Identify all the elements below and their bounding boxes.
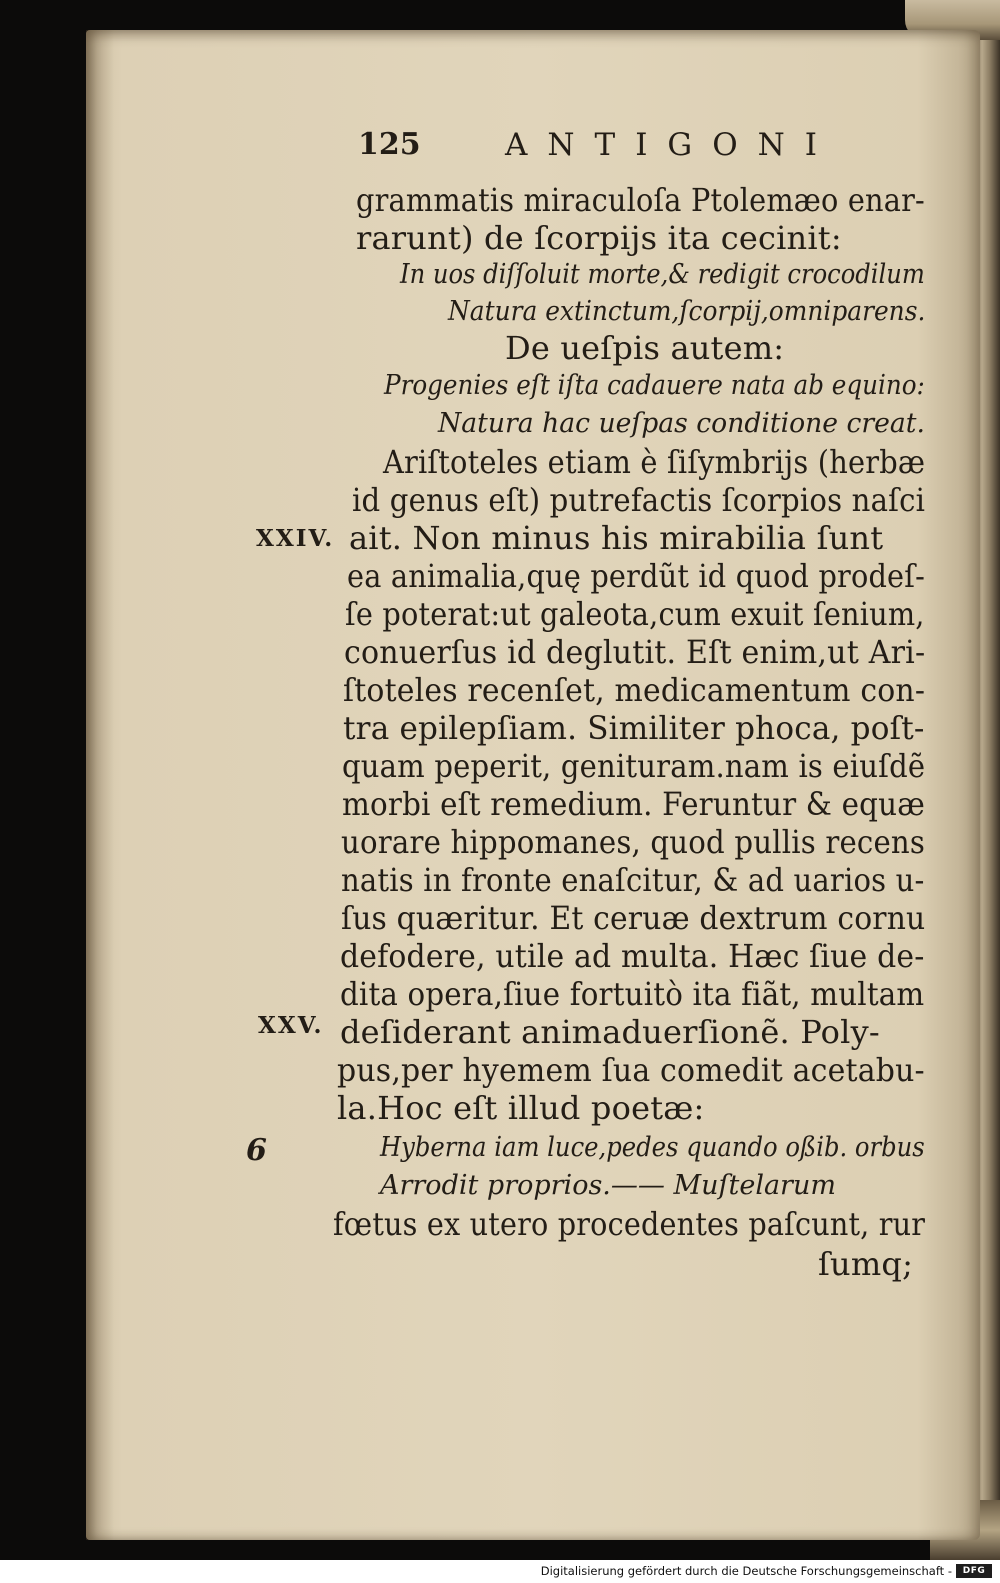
text-line: id genus eſt) putrefactis ſcorpios naſci <box>352 481 926 519</box>
text-line: ſe poterat:ut galeota,cum exuit ſenium, <box>345 595 925 633</box>
verse-line: In uos diſſoluit morte,& redigit crocodilum <box>400 259 925 290</box>
page-gutter-shadow <box>86 30 114 1540</box>
text-line: natis in fronte enaſcitur, & ad uarios u- <box>341 861 925 899</box>
verse-line: Natura extinctum,ſcorpij,omniparens. <box>448 296 926 327</box>
margin-note-xxiv: XXIV. <box>256 525 335 552</box>
text-line: ait. Non minus his mirabilia ſunt <box>349 519 884 557</box>
text-line: dita opera,ſiue fortuitò ita fiãt, multam <box>340 975 925 1013</box>
text-line: ſtoteles recenſet, medicamentum con- <box>343 671 926 709</box>
verse-line: Progenies eſt iſta cadauere nata ab equino: <box>384 370 925 401</box>
verse-line: Arrodit proprios.—— Muſtelarum <box>380 1170 836 1201</box>
text-line: De ueſpis autem: <box>505 329 785 367</box>
verse-line: Natura hac ueſpas conditione creat. <box>438 408 925 439</box>
dfg-logo: DFG <box>956 1564 992 1578</box>
text-line: ea animalia,quę perdũt id quod prodeſ- <box>347 557 926 595</box>
text-line: pus,per hyemem ſua comedit acetabu- <box>337 1051 925 1089</box>
text-line: uorare hippomanes, quod pullis recens <box>341 823 926 861</box>
text-line: conuerſus id deglutit. Eſt enim,ut Ari- <box>344 633 926 671</box>
text-line: grammatis miraculoſa Ptolemæo enar- <box>356 181 925 219</box>
text-line: Ariſtoteles etiam è ſiſymbrijs (herbæ <box>383 443 926 481</box>
page-number: 125 <box>358 127 421 162</box>
margin-note-6: 6 <box>246 1133 267 1168</box>
text-line: rarunt) de ſcorpijs ita cecinit: <box>356 219 842 257</box>
text-line: tra epilepſiam. Similiter phoca, poſt- <box>343 709 925 747</box>
text-line: quam peperit, genituram.nam is eiuſdẽ <box>342 747 926 785</box>
text-line: ſus quæritur. Et ceruæ dextrum cornu <box>341 899 926 937</box>
margin-note-xxv: XXV. <box>258 1012 324 1039</box>
text-line: la.Hoc eſt illud poetæ: <box>337 1089 705 1127</box>
footer-bar <box>0 1560 1000 1583</box>
text-line: defodere, utile ad multa. Hæc ſiue de- <box>340 937 925 975</box>
running-title: ANTIGONI <box>505 127 837 163</box>
text-line: fœtus ex utero procedentes paſcunt, rur <box>333 1205 926 1243</box>
catchword: ſumq; <box>818 1245 914 1283</box>
text-line: morbi eſt remedium. Feruntur & equæ <box>342 785 925 823</box>
text-line: deſiderant animaduerſionẽ. Poly- <box>340 1013 880 1051</box>
verse-line: Hyberna iam luce,pedes quando oßib. orbus <box>380 1132 925 1163</box>
funding-credit: Digitalisierung gefördert durch die Deutsche Forschungsgemeinschaft - <box>540 1564 952 1578</box>
